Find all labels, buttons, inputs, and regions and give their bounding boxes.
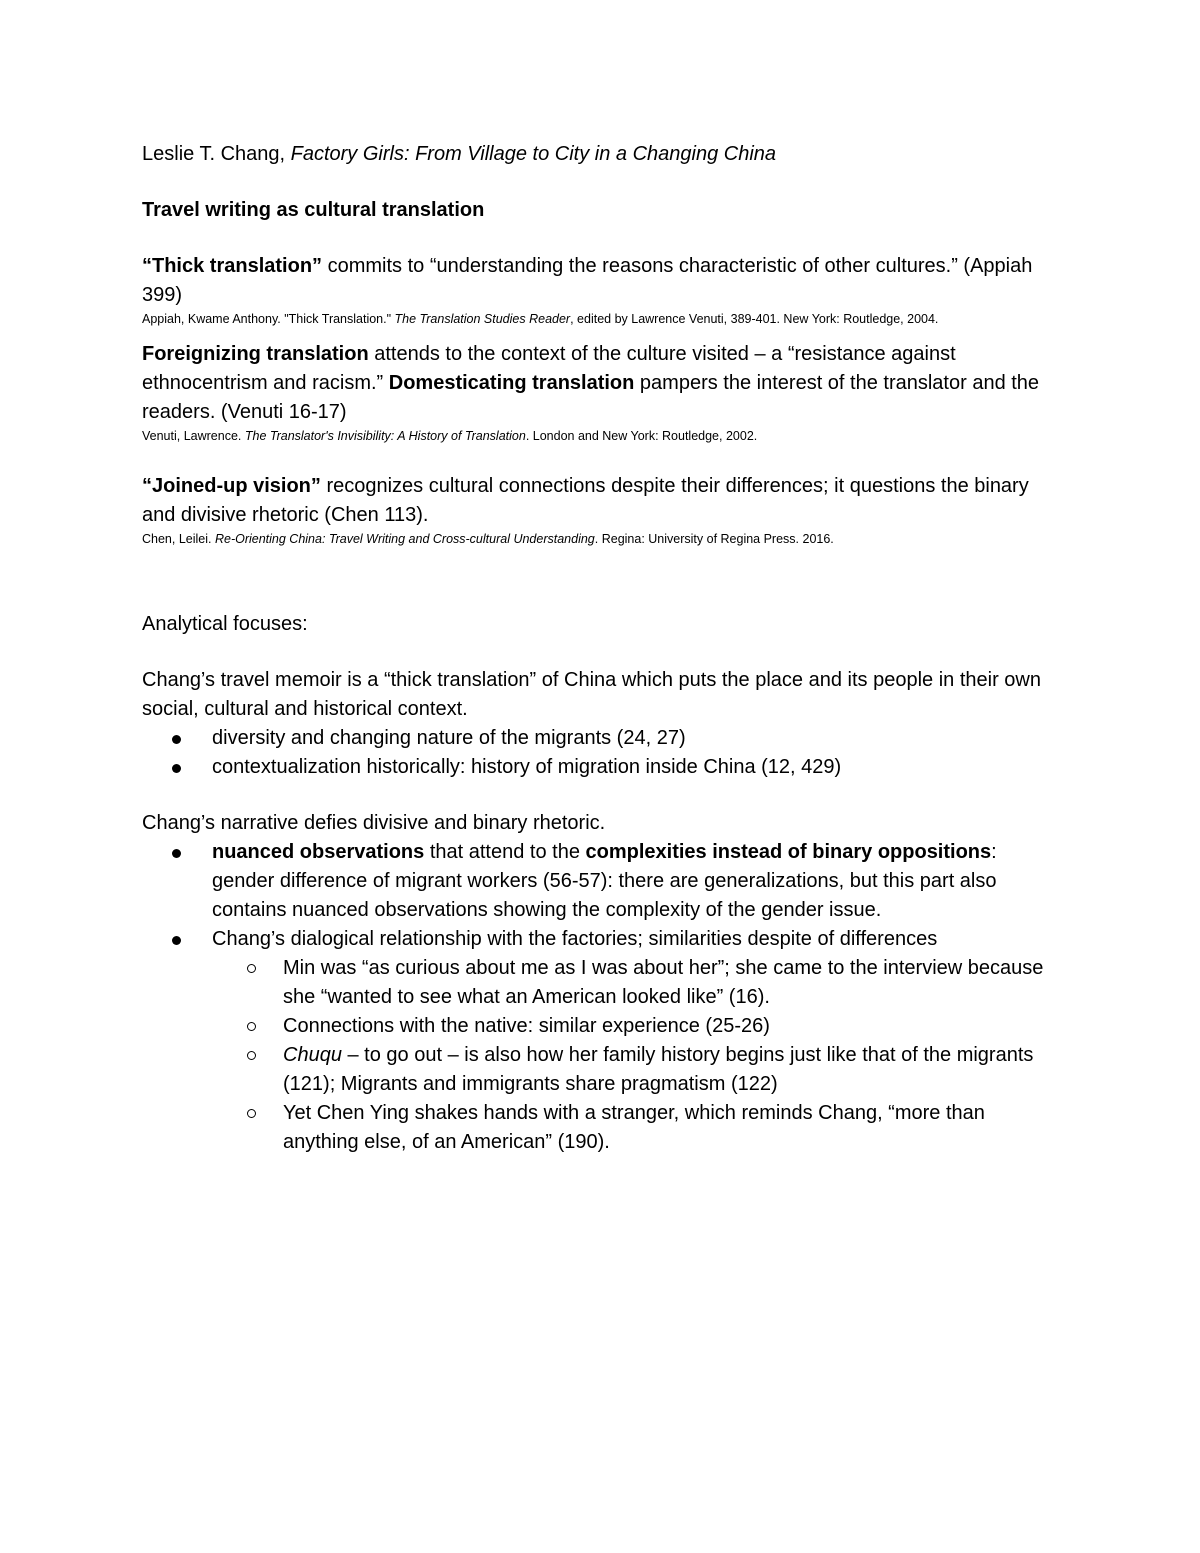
circle-bullet-icon — [247, 1051, 256, 1060]
emphasis-text: complexities instead of binary oppositions — [585, 841, 992, 863]
list-item — [142, 838, 1062, 925]
sub-list-item — [142, 1041, 1062, 1099]
section-heading: Travel writing as cultural translation — [142, 199, 485, 221]
citation-details: , edited by Lawrence Venuti, 389-401. New York: Routledge, 2004. — [570, 312, 939, 326]
foreignizing-paragraph — [142, 340, 1062, 427]
bullet-icon — [172, 936, 181, 945]
document-header — [142, 140, 1062, 169]
chen-citation — [142, 530, 1062, 548]
document-page — [142, 140, 1062, 1157]
list-item-text: : gender difference of migrant workers (56-57): there are generalizations, but this part also contains nuanced observations showing the complexity of the gender issue. — [212, 841, 997, 921]
foreignizing-term: Foreignizing translation — [142, 343, 369, 365]
domesticating-term: Domesticating translation — [388, 372, 635, 394]
list-item-text: contextualization historically: history of migration inside China (12, 429) — [212, 756, 842, 778]
bullet-icon — [172, 735, 181, 744]
sub-list-item-text: Min was “as curious about me as I was about her”; she came to the interview because she “wanted to see what an American looked like” (16). — [283, 957, 1044, 1008]
list-item — [142, 724, 1062, 753]
thick-translation-paragraph — [142, 252, 1062, 310]
circle-bullet-icon — [247, 964, 256, 973]
citation-details: . London and New York: Routledge, 2002. — [525, 429, 758, 443]
italic-term: Chuqu — [283, 1044, 342, 1066]
sub-list-item-text: Connections with the native: similar experience (25-26) — [283, 1015, 770, 1037]
emphasis-text: nuanced observations — [212, 841, 425, 863]
sub-list-item — [142, 1012, 1062, 1041]
list-item — [142, 925, 1062, 954]
venuti-citation — [142, 427, 1062, 445]
citation-title: Re-Orienting China: Travel Writing and Cross-cultural Understanding — [214, 532, 595, 546]
circle-bullet-icon — [247, 1022, 256, 1031]
appiah-citation — [142, 310, 1062, 328]
bullet-icon — [172, 849, 181, 858]
thick-translation-text: commits to “understanding the reasons characteristic of other cultures.” (Appiah 399) — [142, 255, 1033, 306]
sub-list-item — [142, 1099, 1062, 1157]
citation-author: Chen, Leilei. — [142, 532, 215, 546]
domesticating-text: pampers the interest of the translator and the readers. (Venuti 16-17) — [142, 372, 1040, 423]
joined-up-text: recognizes cultural connections despite their differences; it questions the binary and divisive rhetoric (Chen 113). — [142, 475, 1029, 526]
sub-list-item-text: – to go out – is also how her family history begins just like that of the migrants (121); Migrants and immigrants share pragmatism (122) — [283, 1044, 1034, 1095]
list-item-text: diversity and changing nature of the migrants (24, 27) — [212, 727, 686, 749]
list-item — [142, 753, 1062, 782]
author-name: Leslie T. Chang, — [142, 143, 291, 165]
foreignizing-text: attends to the context of the culture visited – a “resistance against ethnocentrism and racism.” — [142, 343, 956, 394]
sub-list-item-text: Yet Chen Ying shakes hands with a stranger, which reminds Chang, “more than anything else, of an American” (190). — [283, 1102, 985, 1153]
joined-up-paragraph — [142, 472, 1062, 530]
thick-translation-term: “Thick translation” — [142, 255, 323, 277]
citation-title: The Translation Studies Reader — [394, 312, 571, 326]
list-item-text: Chang’s dialogical relationship with the factories; similarities despite of differences — [212, 928, 938, 950]
circle-bullet-icon — [247, 1109, 256, 1118]
bullet-list — [142, 724, 1062, 782]
citation-title: The Translator's Invisibility: A History of Translation — [244, 429, 526, 443]
sub-list-item — [142, 954, 1062, 1012]
book-title: Factory Girls: From Village to City in a Changing China — [290, 143, 777, 165]
analytical-heading: Analytical focuses: — [142, 613, 308, 635]
thick-translation-claim: Chang’s travel memoir is a “thick translation” of China which puts the place and its people in their own social, cultural and historical context. — [142, 669, 1041, 720]
list-item-text: that attend to the — [424, 841, 586, 863]
citation-author: Appiah, Kwame Anthony. "Thick Translation." — [142, 312, 395, 326]
joined-up-term: “Joined-up vision” — [142, 475, 321, 497]
narrative-claim: Chang’s narrative defies divisive and binary rhetoric. — [142, 812, 606, 834]
citation-details: . Regina: University of Regina Press. 2016. — [594, 532, 834, 546]
citation-author: Venuti, Lawrence. — [142, 429, 245, 443]
bullet-icon — [172, 764, 181, 773]
bullet-list — [142, 838, 1062, 1157]
